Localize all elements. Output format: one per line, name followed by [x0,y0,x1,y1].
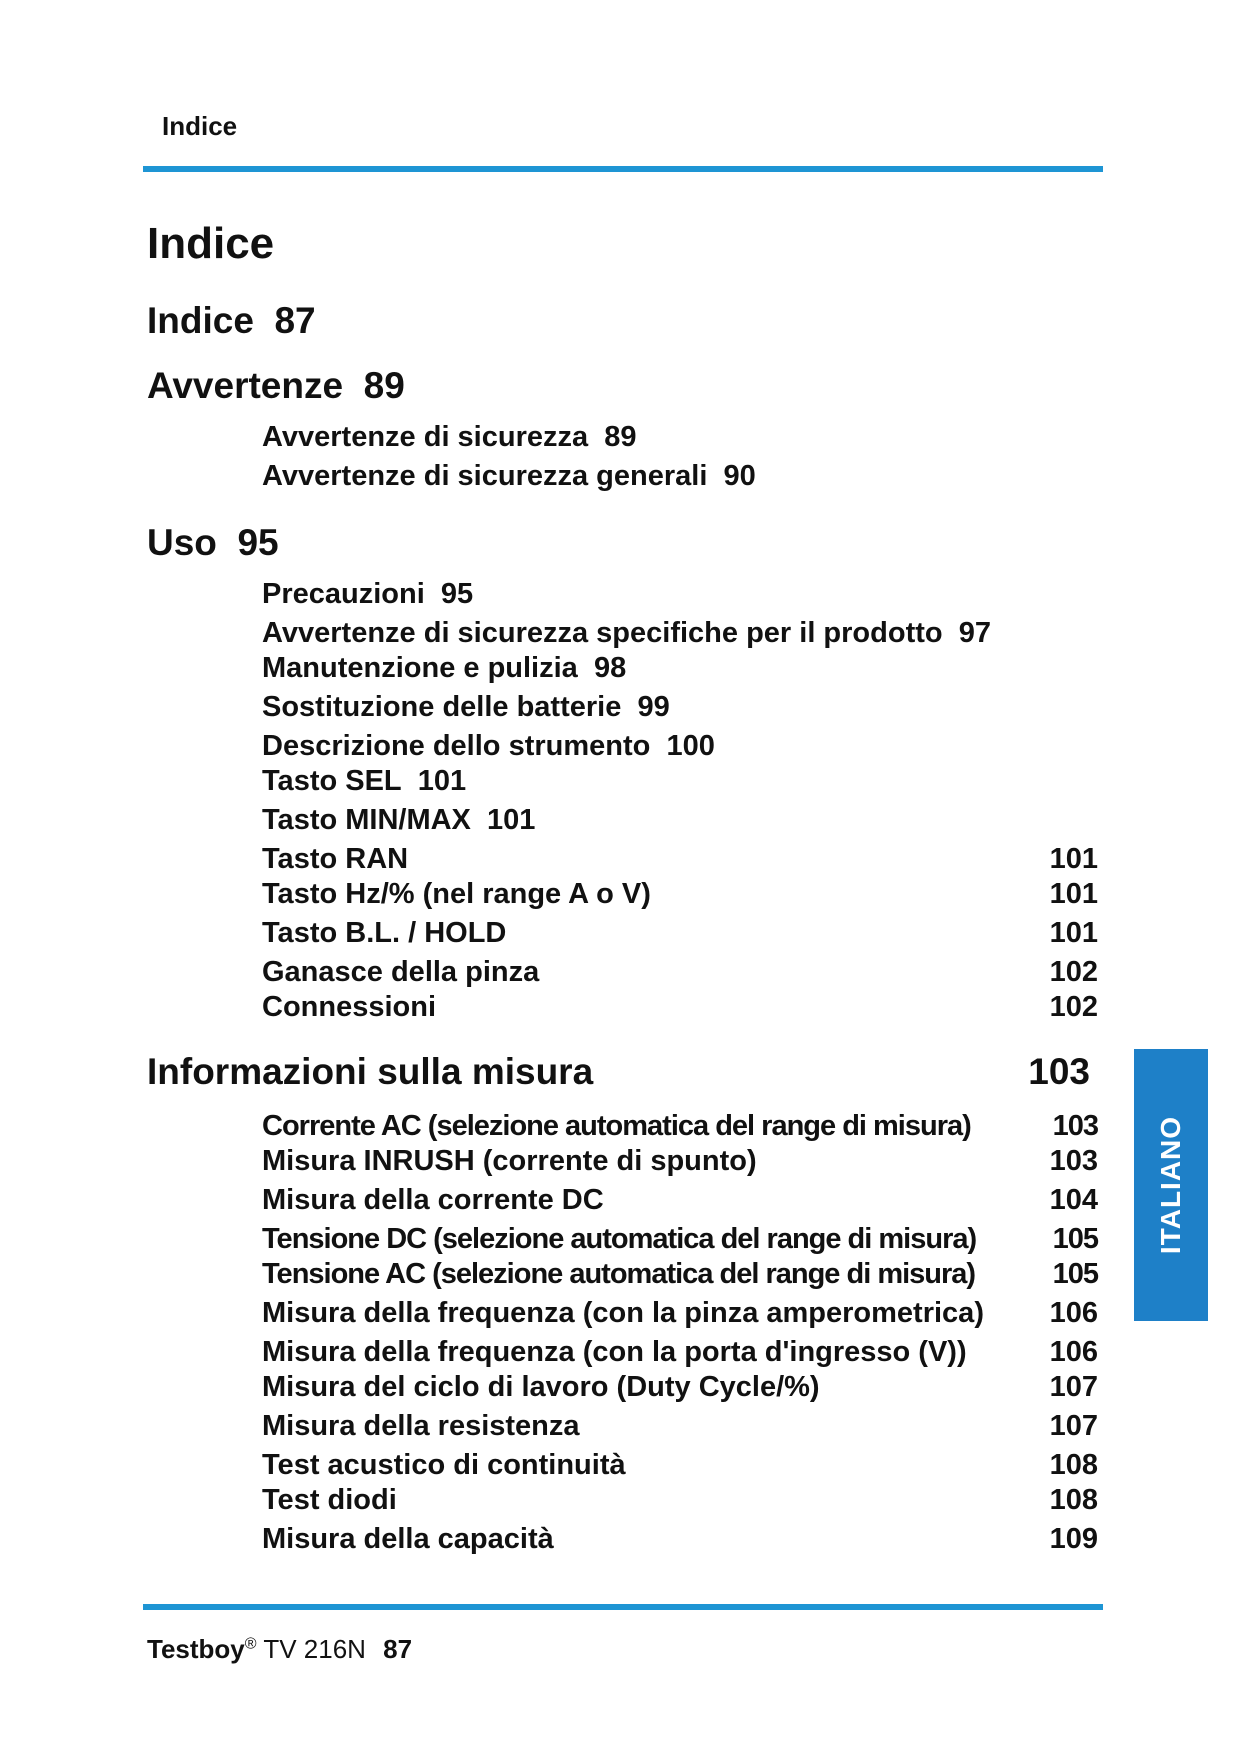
toc-entry-label: Corrente AC (selezione automatica del range di misura) [262,1110,971,1142]
toc-entry[interactable] [262,578,473,611]
toc-entry[interactable] [262,1145,1098,1178]
toc-entry-page: 109 [1049,1523,1098,1555]
toc-section-avvertenze[interactable] [147,365,405,407]
toc-entry-page: 90 [723,460,756,492]
toc-entry-label: Connessioni [262,991,437,1023]
toc-entry-page: 101 [1049,843,1098,875]
toc-section-page: 89 [363,365,405,406]
toc-entry-page: 102 [1049,991,1098,1023]
toc-entry-page: 100 [666,730,715,762]
toc-entry-page: 103 [1052,1110,1098,1142]
footer-model: TV 216N [263,1634,366,1664]
toc-entry-label: Tasto SEL [262,765,402,797]
toc-entry[interactable] [262,804,535,837]
toc-entry[interactable] [262,1110,1098,1143]
toc-entry-page: 102 [1049,956,1098,988]
toc-entry-page: 98 [593,652,627,684]
toc-entry-label: Test diodi [262,1484,397,1516]
running-header: Indice [162,111,238,141]
toc-entry[interactable] [262,917,1098,950]
toc-entry-label: Test acustico di continuità [262,1449,626,1481]
toc-entry-page: 97 [958,617,991,649]
footer-page-number: 87 [383,1634,413,1664]
toc-entry[interactable] [262,878,1098,911]
toc-entry[interactable] [262,460,756,493]
toc-section-uso[interactable] [147,522,279,564]
toc-entry[interactable] [262,1336,1098,1369]
toc-entry-label: Tasto MIN/MAX [262,804,471,836]
toc-entry[interactable] [262,1258,1098,1291]
toc-entry[interactable] [262,652,626,685]
toc-entry-label: Tasto Hz/% (nel range A o V) [262,878,651,910]
toc-entry-label: Precauzioni [262,578,425,610]
toc-entry-page: 106 [1049,1297,1098,1329]
toc-entry[interactable] [262,617,991,650]
toc-entry-page: 108 [1049,1484,1098,1516]
toc-entry-page: 105 [1052,1223,1098,1255]
toc-entry-label: Avvertenze di sicurezza specifiche per il prodotto [262,617,943,649]
toc-entry-label: Misura della corrente DC [262,1184,604,1216]
toc-entry-page: 101 [1049,917,1098,949]
toc-entry[interactable] [262,1184,1098,1217]
toc-entry-label: Avvertenze di sicurezza [262,421,589,453]
toc-entry-label: Tensione DC (selezione automatica del range di misura) [262,1223,977,1255]
toc-entry-page: 106 [1049,1336,1098,1368]
footer-rule [143,1604,1103,1610]
toc-entry[interactable] [262,991,1098,1024]
toc-entry-label: Tasto RAN [262,843,409,875]
toc-entry-label: Ganasce della pinza [262,956,540,988]
toc-section-indice[interactable] [147,300,316,342]
toc-entry[interactable] [262,691,670,724]
toc-entry[interactable] [262,765,466,798]
toc-entry-label: Sostituzione delle batterie [262,691,622,723]
toc-section-label: Indice [147,300,254,341]
toc-entry[interactable] [262,1449,1098,1482]
language-tab-label: ITALIANO [1155,1115,1186,1255]
toc-entry-label: Misura della resistenza [262,1410,580,1442]
toc-entry-label: Misura della capacità [262,1523,554,1555]
toc-section-page: 103 [1028,1051,1090,1092]
toc-entry[interactable] [262,956,1098,989]
toc-entry[interactable] [262,1484,1098,1517]
toc-entry-page: 89 [604,421,637,453]
toc-entry-page: 95 [440,578,474,610]
toc-entry-label: Manutenzione e pulizia [262,652,578,684]
toc-entry-label: Avvertenze di sicurezza generali [262,460,708,492]
toc-entry[interactable] [262,1371,1098,1404]
footer [147,1634,412,1665]
toc-entry[interactable] [262,421,637,454]
toc-entry-page: 103 [1049,1145,1098,1177]
toc-entry-label: Misura della frequenza (con la porta d'ingresso (V)) [262,1336,967,1368]
footer-brand: Testboy [147,1634,245,1664]
toc-entry-page: 105 [1052,1258,1098,1290]
registered-mark: ® [244,1635,257,1653]
toc-entry-page: 99 [637,691,670,723]
toc-entry-label: Tasto B.L. / HOLD [262,917,507,949]
toc-entry-label: Descrizione dello strumento [262,730,651,762]
header-rule [143,166,1103,172]
toc-entry-page: 101 [417,765,467,797]
toc-section-label: Uso [147,522,217,563]
page-title: Indice [147,219,275,268]
toc-entry[interactable] [262,1297,1098,1330]
toc-entry-page: 107 [1049,1371,1098,1403]
toc-entry-page: 101 [487,804,536,836]
toc-section-page: 95 [237,522,279,563]
toc-section-label: Avvertenze [147,365,344,406]
toc-section-label: Informazioni sulla misura [147,1051,594,1092]
toc-entry-page: 101 [1049,878,1098,910]
toc-entry[interactable] [262,1523,1098,1556]
toc-entry-page: 108 [1049,1449,1098,1481]
toc-section-page: 87 [274,300,316,341]
toc-entry[interactable] [262,843,1098,876]
toc-entry-page: 104 [1049,1184,1098,1216]
toc-entry-label: Misura del ciclo di lavoro (Duty Cycle/%) [262,1371,820,1403]
toc-entry-page: 107 [1049,1410,1098,1442]
toc-entry[interactable] [262,1410,1098,1443]
toc-entry[interactable] [262,730,715,763]
toc-entry[interactable] [262,1223,1098,1256]
toc-section-informazioni[interactable] [147,1051,1090,1093]
toc-entry-label: Misura INRUSH (corrente di spunto) [262,1145,757,1177]
toc-entry-label: Misura della frequenza (con la pinza amperometrica) [262,1297,984,1329]
language-tab[interactable] [1134,1049,1208,1321]
toc-entry-label: Tensione AC (selezione automatica del range di misura) [262,1258,976,1290]
